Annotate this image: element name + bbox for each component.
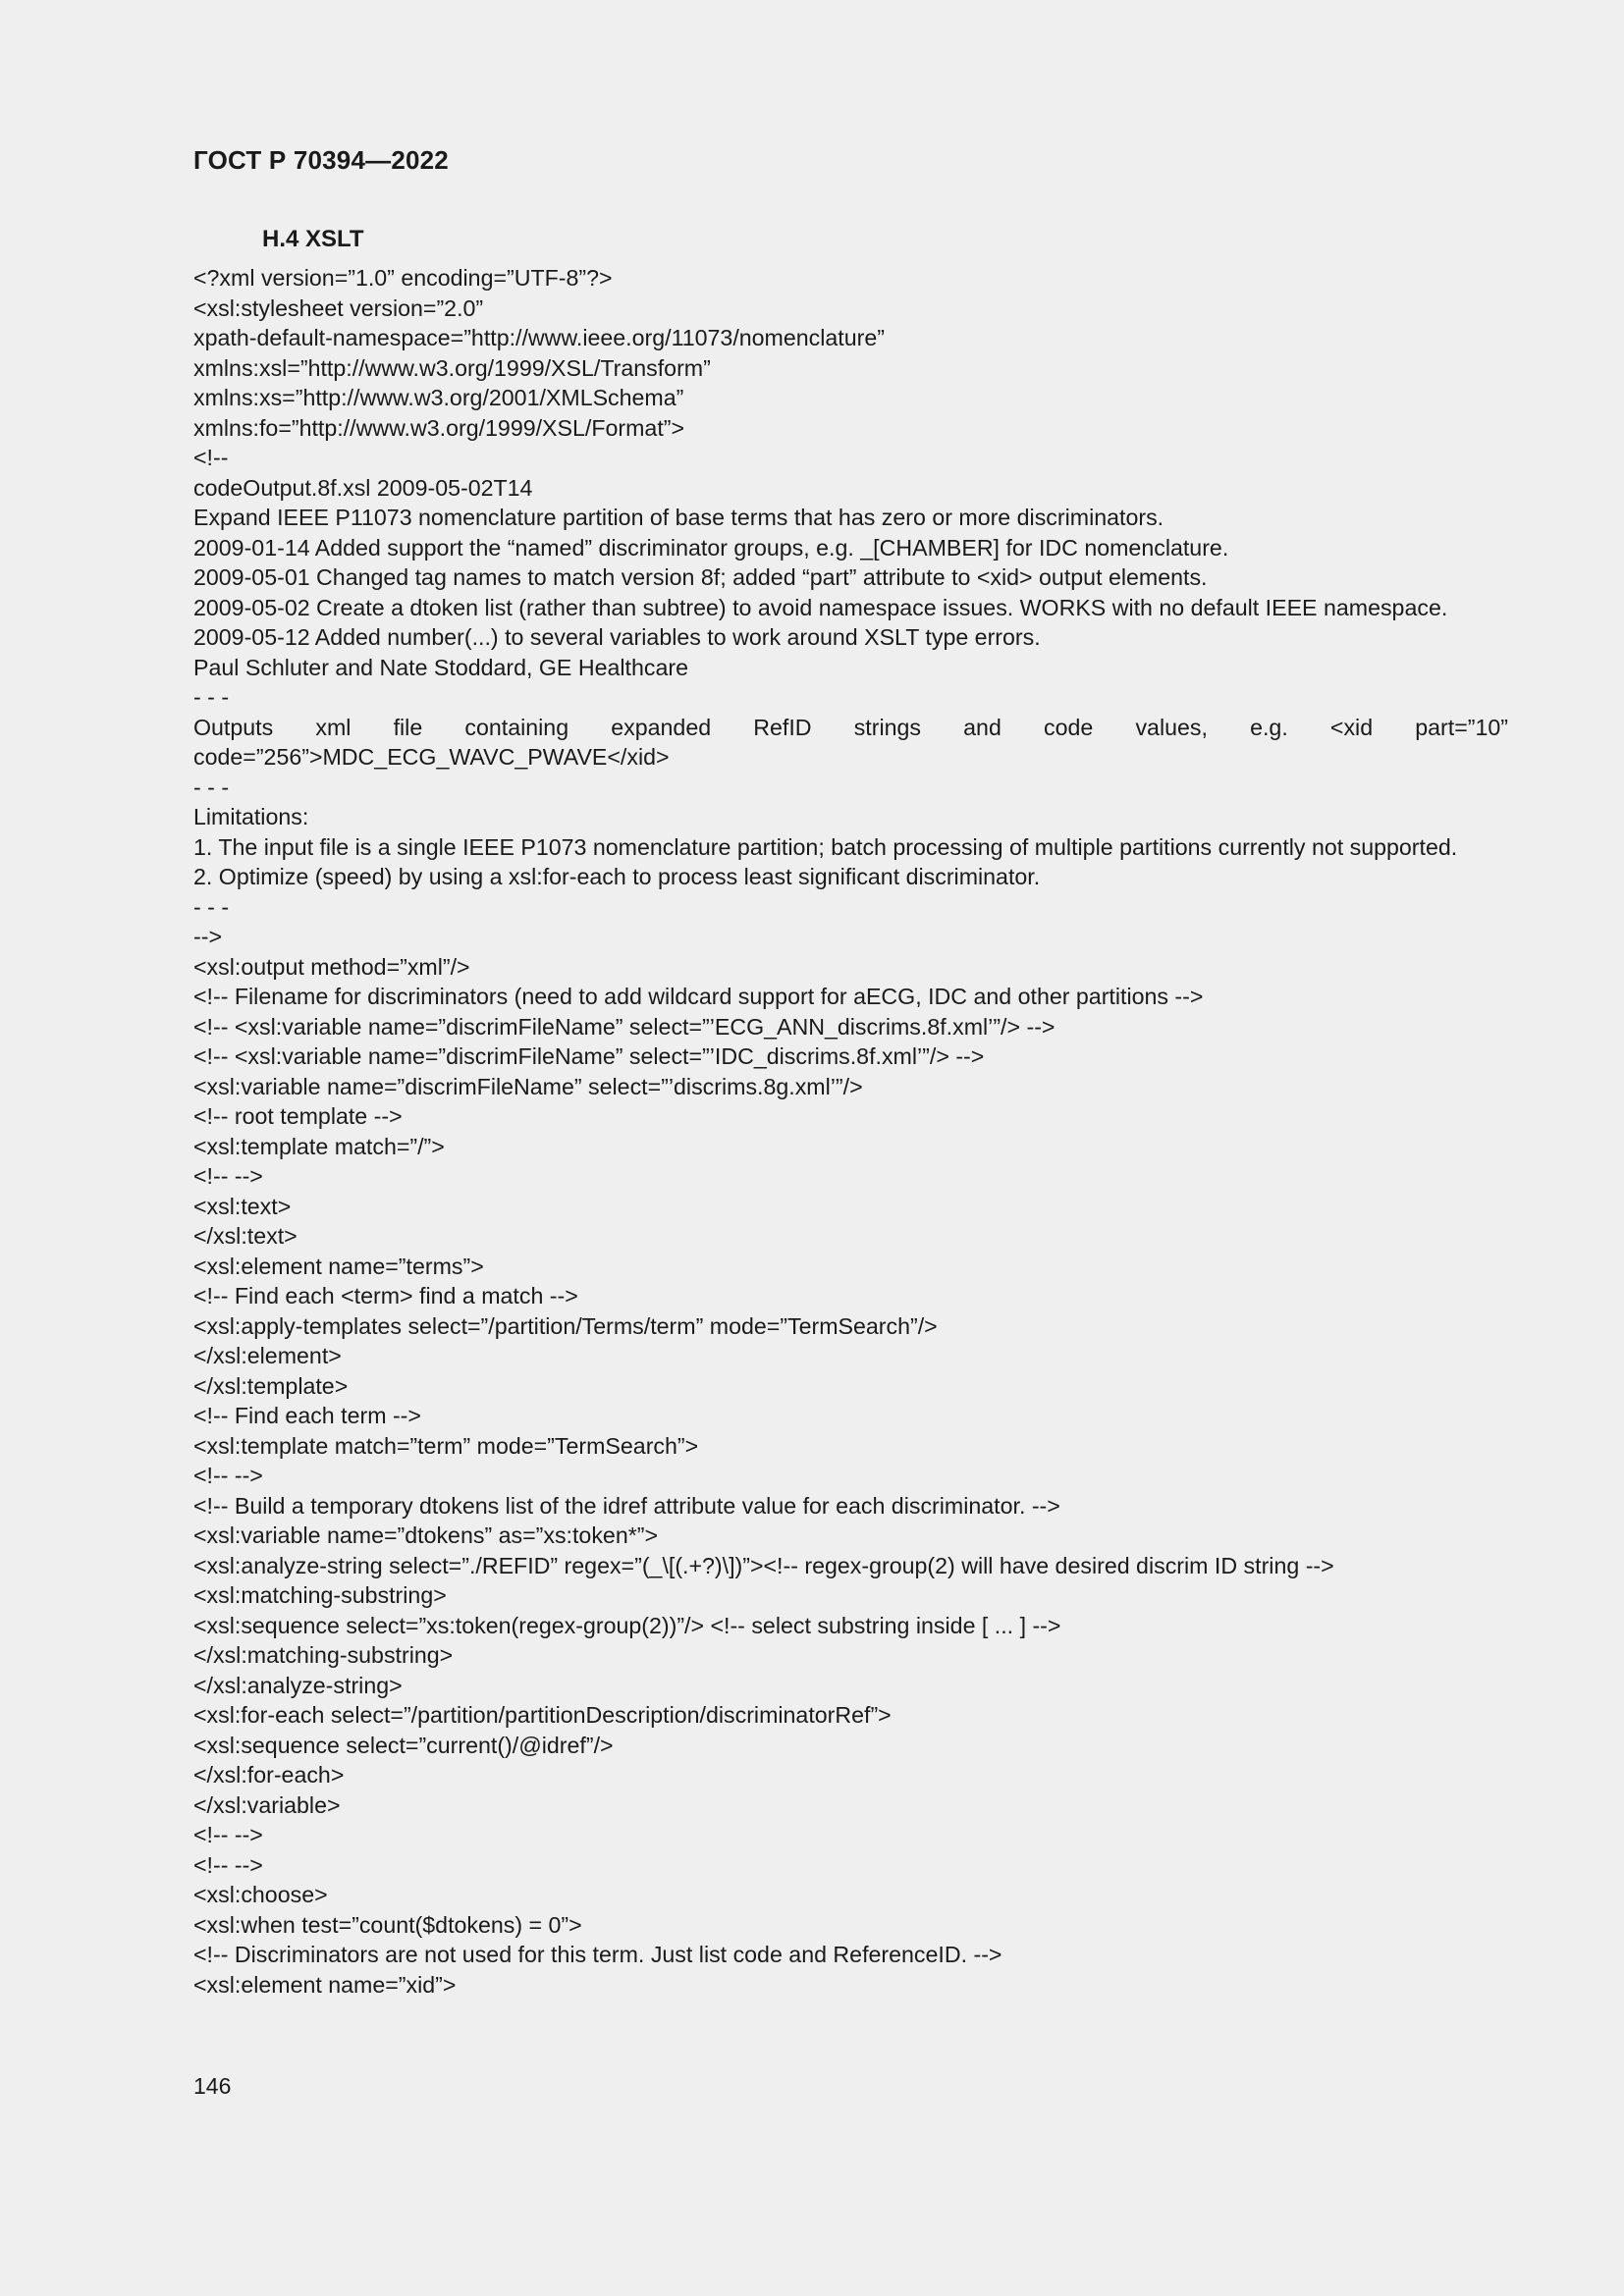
code-line: xpath-default-namespace=”http://www.ieee.org/11073/nomenclature”	[193, 325, 885, 350]
standard-header: ГОСТ Р 70394—2022	[193, 145, 449, 175]
code-line: codeOutput.8f.xsl 2009-05-02T14	[193, 474, 533, 501]
code-line: <xsl:when test=”count($dtokens) = 0”>	[193, 1911, 582, 1938]
code-line: xmlns:fo=”http://www.w3.org/1999/XSL/Format”>	[193, 414, 685, 441]
code-line: </xsl:template>	[193, 1372, 349, 1399]
code-line: - - -	[193, 774, 230, 800]
code-line: <xsl:apply-templates select=”/partition/Terms/term” mode=”TermSearch”/>	[193, 1312, 938, 1339]
code-line: <xsl:element name=”terms”>	[193, 1253, 484, 1279]
code-line: <!-- <xsl:variable name=”discrimFileName” select=”’ECG_ANN_discrims.8f.xml’”/> -->	[193, 1013, 1056, 1040]
code-line: 2009-01-14 Added support the “named” discriminator groups, e.g. _[CHAMBER] for IDC nomenclature.	[193, 534, 1229, 561]
code-line: <xsl:for-each select=”/partition/partitionDescription/discriminatorRef”>	[193, 1702, 892, 1728]
code-line: - - -	[193, 893, 230, 920]
code-line: <!-- -->	[193, 1851, 263, 1878]
code-line: <xsl:text>	[193, 1193, 292, 1219]
code-line: </xsl:variable>	[193, 1791, 341, 1818]
code-line: <xsl:stylesheet version=”2.0”	[193, 294, 484, 321]
code-line: <xsl:sequence select=”current()/@idref”/>	[193, 1732, 614, 1758]
code-line: xmlns:xsl=”http://www.w3.org/1999/XSL/Transform”	[193, 354, 711, 381]
code-line: 2009-05-02 Create a dtoken list (rather than subtree) to avoid namespace issues. WORKS with no default IEEE namespace.	[193, 594, 1448, 620]
code-line: <!-- -->	[193, 1463, 263, 1488]
code-line: <xsl:variable name=”dtokens” as=”xs:token*”>	[193, 1522, 659, 1548]
code-line: -->	[193, 924, 222, 949]
code-line: Limitations:	[193, 804, 309, 829]
code-line: <xsl:template match=”term” mode=”TermSearch”>	[193, 1432, 699, 1459]
code-line: 2009-05-12 Added number(...) to several variables to work around XSLT type errors.	[193, 624, 1041, 650]
code-line: - - -	[193, 684, 230, 710]
code-line: 2. Optimize (speed) by using a xsl:for-each to process least significant discriminator.	[193, 864, 1041, 889]
code-line: <!-- Find each term -->	[193, 1403, 421, 1428]
page-number: 146	[193, 2073, 232, 2099]
code-line: </xsl:text>	[193, 1223, 298, 1249]
code-line: <xsl:variable name=”discrimFileName” select=”’discrims.8g.xml’”/>	[193, 1073, 863, 1099]
code-line: Expand IEEE P11073 nomenclature partition of base terms that has zero or more discriminators.	[193, 505, 1164, 530]
code-line: <!-- -->	[193, 1822, 263, 1847]
code-line: Paul Schluter and Nate Stoddard, GE Healthcare	[193, 654, 688, 680]
code-line: Outputs xml file containing expanded RefID strings and code values, e.g. <xid part=”10” code=”256”>MDC_ECG_WAVC_PWAVE</xid>	[193, 714, 1508, 770]
code-line: 2009-05-01 Changed tag names to match version 8f; added “part” attribute to <xid> output elements.	[193, 564, 1208, 590]
code-line: <xsl:choose>	[193, 1882, 328, 1907]
code-line: <?xml version=”1.0” encoding=”UTF-8”?>	[193, 265, 613, 291]
code-line: <!-- Build a temporary dtokens list of the idref attribute value for each discriminator. -->	[193, 1492, 1060, 1519]
code-line: <xsl:sequence select=”xs:token(regex-group(2))”/> <!-- select substring inside [ ... ] -->	[193, 1612, 1061, 1638]
code-line: </xsl:matching-substring>	[193, 1642, 454, 1668]
code-line: <!-- Discriminators are not used for this term. Just list code and ReferenceID. -->	[193, 1942, 1002, 1967]
section-title: H.4 XSLT	[262, 226, 364, 252]
code-line: </xsl:for-each>	[193, 1762, 345, 1788]
code-line: <!-- -->	[193, 1163, 263, 1189]
code-line: <!-- root template -->	[193, 1103, 403, 1129]
code-line: <xsl:matching-substring>	[193, 1582, 447, 1608]
code-line: </xsl:analyze-string>	[193, 1672, 403, 1698]
code-line: <xsl:element name=”xid”>	[193, 1971, 457, 1998]
code-line: <!--	[193, 445, 229, 470]
code-line: <!-- Find each <term> find a match -->	[193, 1283, 578, 1308]
xslt-code-listing	[193, 263, 1508, 2000]
code-line: <!-- <xsl:variable name=”discrimFileName” select=”’IDC_discrims.8f.xml’”/> -->	[193, 1043, 985, 1069]
code-line: xmlns:xs=”http://www.w3.org/2001/XMLSchema”	[193, 385, 684, 410]
code-line: <!-- Filename for discriminators (need to add wildcard support for aECG, IDC and other partitions -->	[193, 984, 1204, 1009]
code-line: </xsl:element>	[193, 1343, 342, 1368]
code-line: <xsl:output method=”xml”/>	[193, 953, 470, 980]
code-line: <xsl:analyze-string select=”./REFID” regex=”(_\[(.+?)\])”><!-- regex-group(2) will have desired discrim ID string -->	[193, 1552, 1334, 1578]
code-line: <xsl:template match=”/”>	[193, 1133, 445, 1159]
code-line: 1. The input file is a single IEEE P1073 nomenclature partition; batch processing of multiple partitions currently not supported.	[193, 833, 1458, 860]
